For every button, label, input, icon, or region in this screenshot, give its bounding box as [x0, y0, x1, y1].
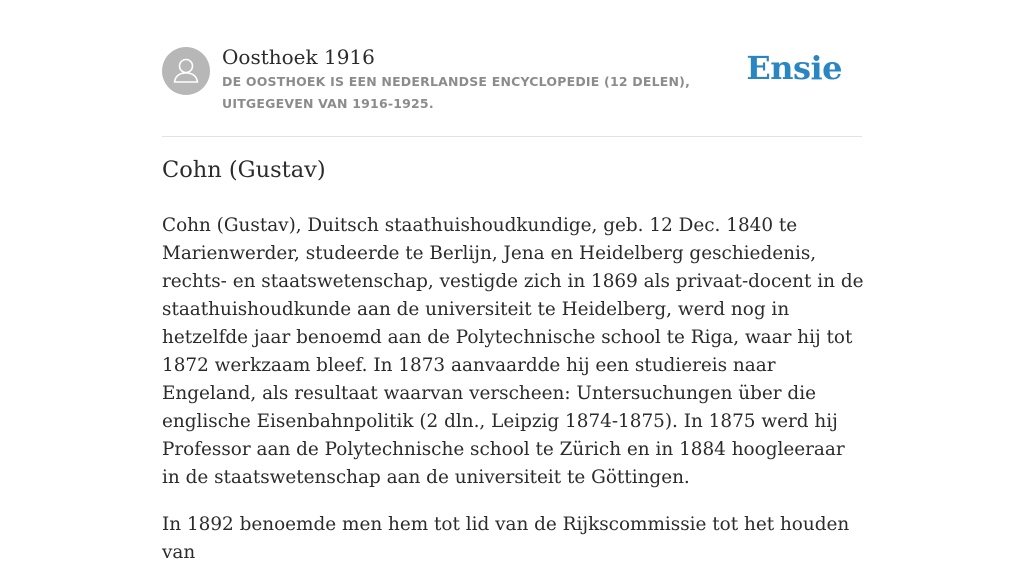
entry-body: [162, 212, 867, 586]
avatar[interactable]: [162, 47, 210, 95]
entry-paragraph: In 1892 benoemde men hem tot lid van de Rijkscommissie tot het houden van: [162, 514, 850, 563]
ensie-logo[interactable]: Ensie: [746, 49, 842, 87]
entry-paragraph: Cohn (Gustav), Duitsch staathuishoudkundige, geb. 12 Dec. 1840 te Marienwerder, studeerde te Berlijn, Jena en Heidelberg geschiedenis, rechts- en staatswetenschap, vestigde zich in 1869 als privaat-docent in de staathuishoudkunde aan de universiteit te Heidelberg, werd nog in hetzelfde jaar benoemd aan de Polytechnische school te Riga, waar hij tot 1872 werkzaam bleef. In 1873 aanvaardde hij een studiereis naar Engeland, als resultaat waarvan verscheen: Untersuchungen über die englische Eisenbahnpolitik (2 dln., Leipzig 1874-1875). In 1875 werd hij Professor aan de Polytechnische school te Zürich en in 1884 hoogleeraar in de staatswetenschap aan de universiteit te Göttingen.: [162, 215, 864, 488]
source-title[interactable]: Oosthoek 1916: [222, 45, 375, 69]
source-description: DE OOSTHOEK IS EEN NEDERLANDSE ENCYCLOPEDIE (12 DELEN), UITGEGEVEN VAN 1916-1925.: [222, 74, 691, 111]
user-icon: [162, 47, 210, 95]
entry-title: Cohn (Gustav): [162, 157, 326, 183]
source-header: [162, 44, 862, 137]
